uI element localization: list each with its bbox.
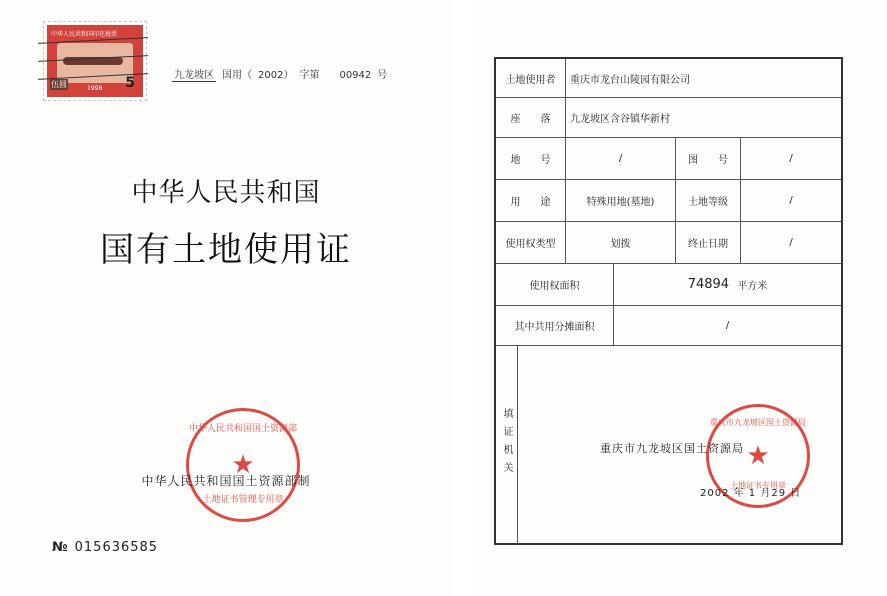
label-shared-area: 其中共用分摊面积 (496, 305, 614, 345)
value-use-area (614, 263, 841, 305)
cert-number-value: 00942 (339, 70, 372, 81)
issuing-bureau: 重庆市九龙坡区国土资源局 (600, 442, 744, 455)
table-row (496, 221, 841, 264)
label-use-area: 使用权面积 (496, 263, 614, 305)
value-right-type: 划拨 (566, 221, 676, 263)
table-row (496, 59, 841, 98)
seal-bottom-text: 土地证书专用章 (730, 481, 786, 490)
label-use: 用 途 (496, 179, 566, 221)
seal-arc-text: 中华人民共和国国土资源部 (189, 424, 298, 434)
cert-prefix: 国用（ (222, 70, 252, 81)
table-row (496, 263, 841, 306)
stamp-year: 1998 (87, 85, 103, 92)
table-row (496, 179, 841, 222)
label-location: 座 落 (496, 97, 566, 137)
area-unit: 平方米 (737, 280, 768, 292)
table-row (496, 97, 841, 138)
issuing-ministry: 中华人民共和国国土资源部制 (141, 474, 311, 488)
cert-word: 字第 (299, 70, 320, 81)
stamp-big-digit: 5 (125, 75, 135, 91)
issuing-authority-text: 填证机关 (501, 408, 512, 480)
seal-bottom-text: 土地证书管理专用章 (202, 495, 284, 505)
value-land-user: 重庆市龙台山陵园有限公司 (570, 74, 690, 86)
value-end-date: / (789, 236, 793, 248)
label-right-type: 使用权类型 (496, 221, 566, 263)
cert-district: 九龙坡区 (174, 70, 214, 81)
title-certificate: 国有土地使用证 (100, 230, 352, 270)
value-use: 特殊用地(墓地) (566, 179, 676, 221)
table-row (496, 137, 841, 180)
value-land-grade: / (789, 194, 793, 206)
certificate-number (172, 66, 393, 81)
value-map-number: / (789, 152, 793, 164)
seal-star-icon: ★ (746, 441, 770, 471)
stamp-top-text: 中华人民共和国印花税票 (51, 31, 118, 38)
serial-number (52, 540, 158, 555)
serial-mark: № (52, 540, 69, 555)
label-lot-number: 地 号 (496, 137, 566, 179)
revenue-stamp (44, 22, 146, 100)
serial-value: 015636585 (74, 540, 159, 555)
label-land-user: 土地使用者 (496, 59, 566, 97)
seal-arc-text: 重庆市九龙坡区国土资源局 (710, 418, 806, 427)
seal-star-icon: ★ (231, 450, 255, 480)
ministry-seal (186, 408, 300, 522)
value-lot-number: / (566, 137, 676, 179)
title-country: 中华人民共和国 (131, 178, 321, 208)
label-end-date: 终止日期 (676, 221, 741, 263)
area-number: 74894 (687, 276, 730, 292)
stamp-value-text: 伍圆 (51, 80, 67, 89)
label-issuing-authority (496, 345, 518, 543)
page-gutter (452, 0, 472, 596)
cert-suffix: 号 (377, 70, 388, 81)
value-shared-area: / (725, 319, 730, 331)
issue-date: 2002 年 1 月29 日 (700, 488, 802, 499)
cert-year: 2002） (258, 70, 294, 81)
value-location: 九龙坡区含谷镇华新村 (570, 113, 670, 125)
label-land-grade: 土地等级 (676, 179, 741, 221)
label-map-number: 图 号 (676, 137, 741, 179)
table-row (496, 305, 841, 346)
